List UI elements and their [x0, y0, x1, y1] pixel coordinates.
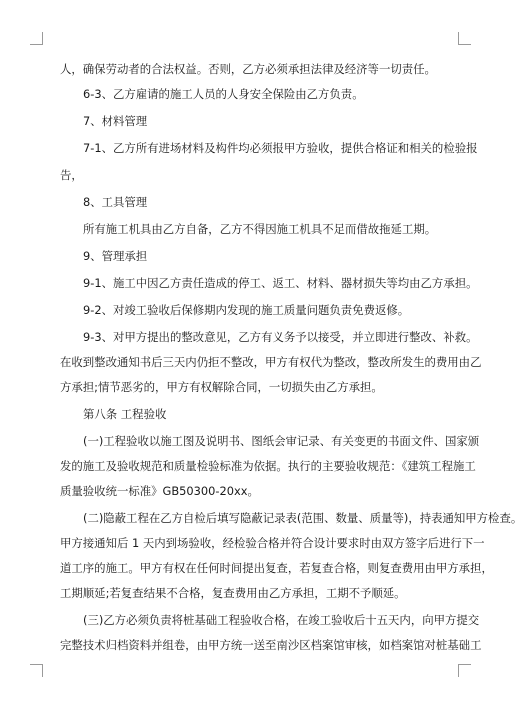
crop-mark-top-left [30, 32, 43, 45]
paragraph-line: (一)工程验收以施工图及说明书、图纸会审记录、有关变更的书面文件、国家颁 [83, 434, 480, 448]
paragraph-line: 7-1、乙方所有进场材料及构件均必须报甲方验收，提供合格证和相关的检验报 [83, 141, 478, 155]
paragraph-line: 方承担;情节恶劣的，甲方有权解除合同，一切损失由乙方承担。 [60, 380, 383, 394]
paragraph-line: 道工序的施工。甲方有权在任何时间提出复查，若复查合格，则复查费用由甲方承担， [60, 561, 493, 575]
document-page [60, 62, 522, 652]
paragraph-line: 人，确保劳动者的合法权益。否则，乙方必须承担法律及经济等一切责任。 [60, 62, 436, 76]
paragraph-line: 6-3、乙方雇请的施工人员的人身安全保险由乙方负责。 [83, 87, 364, 101]
paragraph-line: 质量验收统一标准》GB50300-20xx。 [60, 484, 259, 498]
section-heading: 8、工具管理 [83, 195, 148, 209]
crop-mark-bottom-left [30, 664, 43, 677]
paragraph-line: (二)隐蔽工程在乙方自检后填写隐蔽记录表(范围、数量、质量等)，持表通知甲方检查。 [83, 511, 522, 525]
paragraph-line: 在收到整改通知书后三天内仍拒不整改，甲方有权代为整改，整改所发生的费用由乙 [60, 355, 482, 369]
crop-mark-top-right [458, 32, 471, 45]
article-heading: 第八条 工程验收 [83, 407, 167, 421]
paragraph-line: 9-3、对甲方提出的整改意见，乙方有义务予以接受，并立即进行整改、补救。 [83, 330, 478, 344]
paragraph-line: 告， [60, 168, 83, 182]
paragraph-line: 完整技术归档资料并组卷，由甲方统一送至南沙区档案馆审核，如档案馆对桩基础工 [60, 638, 482, 652]
crop-mark-bottom-right [458, 664, 471, 677]
paragraph-line: 9-2、对竣工验收后保修期内发现的施工质量问题负责免费返修。 [83, 303, 410, 317]
section-heading: 9、管理承担 [83, 249, 148, 263]
paragraph-line: 所有施工机具由乙方自备，乙方不得因施工机具不足而借故拖延工期。 [83, 222, 437, 236]
paragraph-line: 发的施工及验收规范和质量检验标准为依据。执行的主要验收规范：《建筑工程施工 [60, 459, 476, 473]
paragraph-line: 甲方接通知后 1 天内到场验收，经检验合格并符合设计要求时由双方签字后进行下一 [60, 536, 485, 550]
paragraph-line: 9-1、施工中因乙方责任造成的停工、返工、材料、器材损失等均由乙方承担。 [83, 276, 478, 290]
paragraph-line: (三)乙方必须负责将桩基础工程验收合格，在竣工验收后十五天内，向甲方提交 [83, 613, 480, 627]
paragraph-line: 工期顺延;若复查结果不合格，复查费用由乙方承担，工期不予顺延。 [60, 586, 406, 600]
section-heading: 7、材料管理 [83, 114, 148, 128]
